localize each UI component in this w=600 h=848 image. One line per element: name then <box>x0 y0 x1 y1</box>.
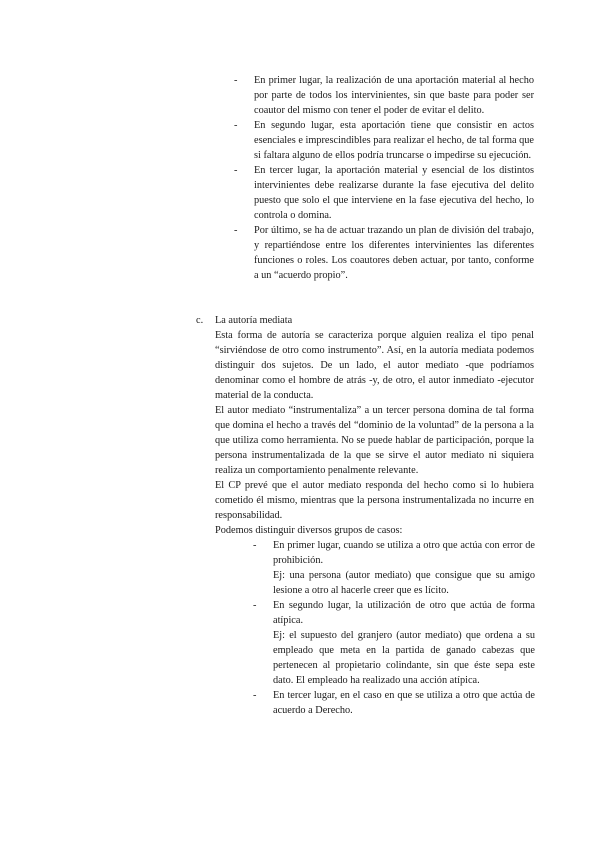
cases-list <box>253 538 535 718</box>
list-item-text: En primer lugar, la realización de una aportación material al hecho por parte de todos los intervinientes, sin que baste para poder ser coautor del mismo con tener el poder de evitar el delito. <box>254 75 534 116</box>
section-body <box>196 328 534 718</box>
list-dash: - <box>234 75 238 86</box>
section-title: La autoría mediata <box>215 315 293 326</box>
list-item-text: En primer lugar, cuando se utiliza a otro que actúa con error de prohibición. <box>273 540 535 566</box>
paragraph: El autor mediato “instrumentaliza” a un tercer persona domina de tal forma que domina el hecho a través del “dominio de la voluntad” de la persona a la que utiliza como herramienta. No se puede hablar de participación, porque la persona instrumentalizada de la que se sirve el autor mediato ni siquiera realiza un comportamiento penalmente relevante. <box>215 405 534 476</box>
list-dash: - <box>234 225 238 236</box>
list-item <box>234 163 534 223</box>
paragraph: El CP prevé que el autor mediato responda del hecho como si lo hubiera cometido él mismo, mientras que la persona instrumentalizada no incurre en responsabilidad. <box>215 480 534 521</box>
paragraph: Esta forma de autoría se caracteriza porque alguien realiza el tipo penal “sirviéndose de otro como instrumento”. Así, en la autoría mediata podemos distinguir dos sujetos. De un lado, el autor mediato -que podríamos denominar como el hombre de atrás -y, de otro, el autor inmediato -ejecutor material de la conducta. <box>215 330 534 401</box>
list-item-text: En tercer lugar, la aportación material y esencial de los distintos intervinientes debe realizarse durante la fase ejecutiva del delito puesto que solo el que interviene en la fase ejecutiva del hecho, lo controla o domina. <box>254 165 534 221</box>
list-item <box>253 538 535 598</box>
list-item <box>253 688 535 718</box>
example-text: Ej: una persona (autor mediato) que consigue que su amigo lesione a otro al hacerle creer que es lícito. <box>273 570 535 596</box>
list-item-text: En segundo lugar, la utilización de otro que actúa de forma atípica. <box>273 600 535 626</box>
section-heading <box>196 313 534 328</box>
paragraph: Podemos distinguir diversos grupos de casos: <box>215 525 403 536</box>
list-dash: - <box>253 540 257 551</box>
example-text: Ej: el supuesto del granjero (autor mediato) que ordena a su empleado que meta en la partida de ganado cabezas que pertenecen al propietario colindante, sin que éste sepa este dato. El empleado ha realizado una acción atípica. <box>273 630 535 686</box>
section-autoria-mediata <box>196 313 534 718</box>
list-dash: - <box>234 165 238 176</box>
list-dash: - <box>234 120 238 131</box>
list-item <box>234 118 534 163</box>
list-item <box>253 598 535 688</box>
section-marker: c. <box>196 315 204 326</box>
list-item <box>234 223 534 283</box>
list-item <box>234 73 534 118</box>
list-dash: - <box>253 600 257 611</box>
list-item-text: Por último, se ha de actuar trazando un plan de división del trabajo, y repartiéndose entre los diferentes intervinientes las diferentes funciones o roles. Los coautores deben actuar, por tanto, conforme a un “acuerdo propio”. <box>254 225 534 281</box>
list-dash: - <box>253 690 257 701</box>
list-item-text: En tercer lugar, en el caso en que se utiliza a otro que actúa de acuerdo a Derecho. <box>273 690 535 716</box>
list-item-text: En segundo lugar, esta aportación tiene que consistir en actos esenciales e imprescindibles para realizar el hecho, de tal forma que si faltara alguno de ellos podría truncarse o impedirse su ejecución. <box>254 120 534 161</box>
coauthorship-requirements-list <box>234 73 534 283</box>
